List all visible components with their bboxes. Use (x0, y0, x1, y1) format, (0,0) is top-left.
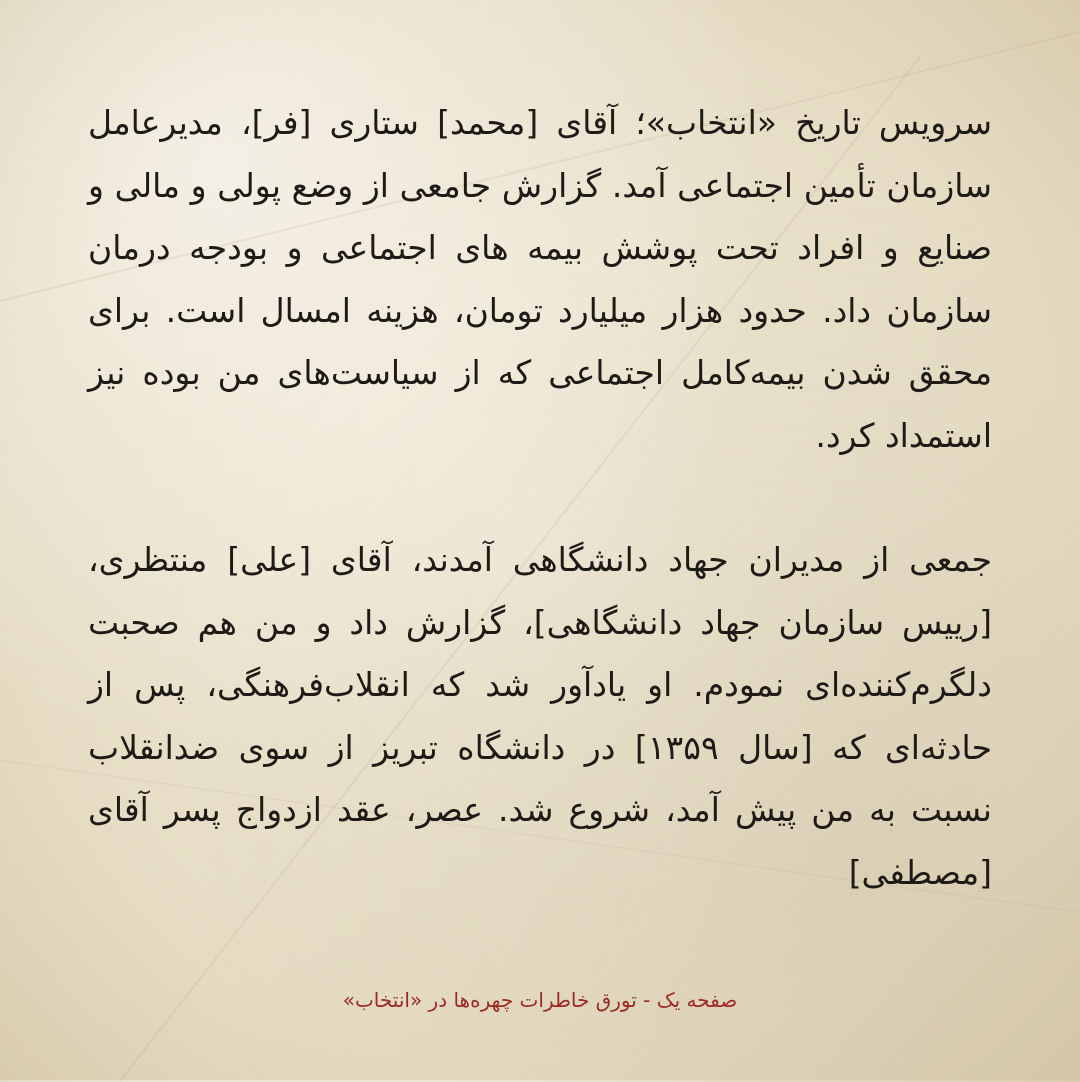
memoir-paragraph: سرویس تاریخ «انتخاب»؛ آقای [محمد] ستاری [فر]، مدیرعامل سازمان تأمین اجتماعی آمد. گزارش جامعی از وضع پولی و مالی و صنایع و افراد تحت پوشش بیمه های اجتماعی و بودجه درمان سازمان داد. حدود هزار میلیارد تومان، هزینه امسال است. برای محقق شدن بیمه‌کامل اجتماعی که از سیاست‌های من بوده نیز استمداد کرد. (88, 103, 992, 455)
memoir-paragraph: جمعی از مدیران جهاد دانشگاهی آمدند، آقای [علی] منتظری، [رییس سازمان جهاد دانشگاهی]، گزارش داد و من هم صحبت دلگرم‌کننده‌ای نمودم. او یادآور شد که انقلاب‌فرهنگی، پس از حادثه‌ای که [سال ۱۳۵۹] در دانشگاه تبریز از سوی ضدانقلاب نسبت به من پیش آمد، شروع شد. عصر، عقد ازدواج پسر آقای [مصطفی] (88, 540, 992, 892)
page-caption: صفحه یک - تورق خاطرات چهره‌ها در «انتخاب» (342, 988, 738, 1012)
document-body (88, 92, 992, 992)
